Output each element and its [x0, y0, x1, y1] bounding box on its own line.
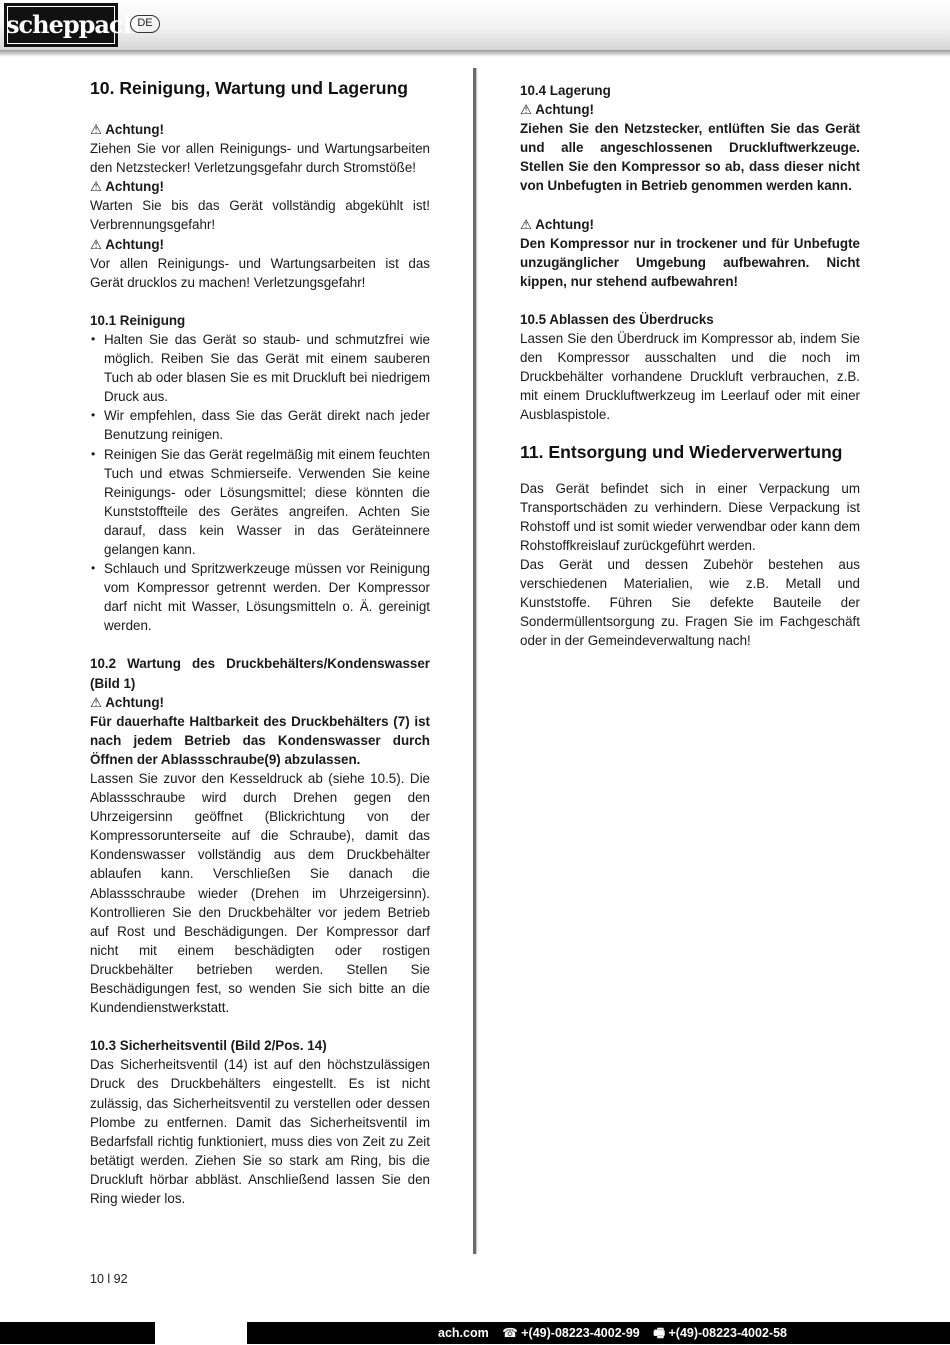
warning-text: Ziehen Sie vor allen Reinigungs- und Wartungsarbeiten den Netzstecker! Verletzungsgefahr durch Stromstöße! — [90, 141, 430, 176]
list-item: • Schlauch und Spritzwerkzeuge müssen vor Reinigung vom Kompressor getrennt werden. Der Kompressor darf nicht mit Wasser, Lösungsmitteln o. Ä. gereinigt werden. — [90, 559, 430, 635]
disposal-paragraph: Das Gerät und dessen Zubehör bestehen aus verschiedenen Materialien, wie z.B. Metall und Kunststoffe. Führen Sie defekte Bauteile der Sondermüllentsorgung zu. Fragen Sie im Fachgeschäft oder in der Gemeindeverwaltung nach! — [520, 556, 860, 649]
warning-icon: ⚠ — [90, 122, 103, 137]
warning-heading: ⚠ Achtung! — [520, 216, 595, 232]
warning-icon: ⚠ — [90, 694, 103, 710]
scheppach-logo: scheppach — [4, 3, 118, 47]
warning-text: Warten Sie bis das Gerät vollständig abgekühlt ist! Verbrennungsgefahr! — [90, 198, 430, 233]
warning-text: Vor allen Reinigungs- und Wartungsarbeiten ist das Gerät drucklos zu machen! Verletzungsgefahr! — [90, 255, 430, 290]
left-column — [90, 76, 430, 1208]
list-item: • Reinigen Sie das Gerät regelmäßig mit einem feuchten Tuch und etwas Schmierseife. Verwenden Sie keine Reinigungs- oder Lösungsmittel; diese könnten die Kunststoffteile des Gerätes angreifen. Achten Sie darauf, dass kein Wasser in das Geräteinnere gelangen kann. — [90, 445, 430, 560]
column-divider — [473, 68, 476, 1254]
warning-icon: ⚠ — [90, 179, 103, 195]
right-column — [520, 81, 860, 650]
heading-10-5: 10.5 Ablassen des Überdrucks — [520, 311, 714, 327]
warning-heading: ⚠ Achtung! — [90, 122, 165, 137]
warning-icon: ⚠ — [520, 102, 533, 118]
heading-10-1: 10.1 Reinigung — [90, 312, 186, 328]
maintenance-text: Lassen Sie zuvor den Kesseldruck ab (siehe 10.5). Die Ablassschraube wird durch Drehen gegen den Uhrzeigersinn geöffnet (Blickrichtung von der Kompressorunterseite auf die Schraube), damit das Kondenswasser vollständig aus dem Druckbehälter ablaufen kann. Verschließen Sie danach die Ablassschraube wieder (Drehen im Uhrzeigersinn). Kontrollieren Sie den Druckbehälter vor jedem Betrieb auf Rost und Beschädigungen. Der Kompressor darf nicht mit einem beschädigten oder rostigen Druckbehälter betrieben werden. Stellen Sie Beschädigungen fest, so wenden Sie sich bitte an die Kundendienstwerkstatt. — [90, 771, 430, 1016]
overpressure-text: Lassen Sie den Überdruck im Kompressor ab, indem Sie den Kompressor ausschalten und die noch im Druckbehälter vorhandene Druckluft verbrauchen, z.B. mit einem Druckluftwerkzeug im Leerlauf oder mit einer Ausblaspistole. — [520, 331, 860, 423]
section-title-11: 11. Entsorgung und Wiederverwertung — [520, 441, 843, 462]
page-header — [0, 0, 950, 50]
warning-heading: ⚠ Achtung! — [90, 179, 165, 195]
language-badge: DE — [130, 15, 160, 33]
disposal-paragraph: Das Gerät befindet sich in einer Verpackung um Transportschäden zu verhindern. Diese Verpackung ist Rohstoff und ist somit wieder verwendbar oder kann dem Rohstoffkreislauf zurückgeführt werden. — [520, 480, 860, 553]
header-shadow — [0, 50, 950, 57]
heading-10-2: 10.2 Wartung des Druckbehälters/Kondenswasser (Bild 1) — [90, 656, 430, 691]
warning-icon: ⚠ — [90, 236, 103, 252]
safety-valve-text: Das Sicherheitsventil (14) ist auf den höchstzulässigen Druck des Druckbehälters eingestellt. Es ist nicht zulässig, das Sicherheitsventil zu verstellen oder dessen Plombe zu entfernen. Damit das Sicherheitsventil im Bedarfsfall richtig funktioniert, muss dies von Zeit zu Zeit betätigt werden. Ziehen Sie so stark am Ring, bis die Druckluft hörbar abbläst. Anschließend lassen Sie den Ring wieder los. — [90, 1057, 430, 1206]
heading-10-3: 10.3 Sicherheitsventil (Bild 2/Pos. 14) — [90, 1038, 327, 1054]
warning-heading: ⚠ Achtung! — [90, 694, 165, 710]
warning-heading: ⚠ Achtung! — [90, 236, 165, 252]
section-title-10: 10. Reinigung, Wartung und Lagerung — [90, 78, 408, 98]
maintenance-bold-text: Für dauerhafte Haltbarkeit des Druckbehälters (7) ist nach jedem Betrieb das Kondenswasser durch Öffnen der Ablassschraube(9) abzulassen. — [90, 713, 430, 767]
warning-icon: ⚠ — [520, 216, 533, 232]
cleaning-list — [90, 330, 430, 636]
storage-warning-text: Ziehen Sie den Netzstecker, entlüften Sie das Gerät und alle angeschlossenen Druckluftwerkzeuge. Stellen Sie den Kompressor so ab, dass dieser nicht von Unbefugten in Betrieb genommen werden kann. — [520, 121, 860, 194]
list-item: • Halten Sie das Gerät so staub- und schmutzfrei wie möglich. Reiben Sie das Gerät mit einem sauberen Tuch ab oder blasen Sie es mit Druckluft bei niedrigem Druck aus. — [90, 330, 430, 406]
warning-heading: ⚠ Achtung! — [520, 102, 595, 118]
footer-contact — [438, 1322, 797, 1344]
footer-phone: ☎ +(49)-08223-4002-99 — [502, 1326, 640, 1340]
page-number: 10 l 92 — [90, 1272, 128, 1286]
footer-white-block — [155, 1322, 247, 1344]
footer-website: ach.com — [438, 1326, 489, 1340]
footer-fax: 🖷 +(49)-08223-4002-58 — [653, 1326, 787, 1340]
heading-10-4: 10.4 Lagerung — [520, 83, 611, 98]
list-item: • Wir empfehlen, dass Sie das Gerät direkt nach jeder Benutzung reinigen. — [90, 406, 430, 444]
page-footer — [0, 1322, 950, 1344]
storage-warning-text: Den Kompressor nur in trockener und für Unbefugte unzugänglicher Umgebung aufbewahren. Nicht kippen, nur stehend aufbewahren! — [520, 235, 860, 289]
